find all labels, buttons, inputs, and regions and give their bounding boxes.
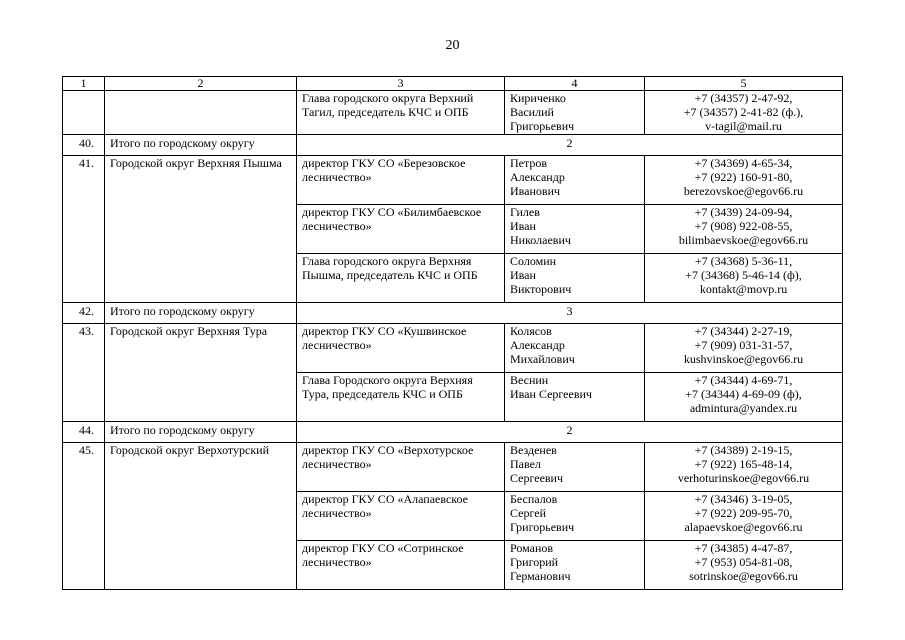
header-cell: 2 bbox=[105, 77, 297, 91]
cell-line: +7 (922) 209-95-70, bbox=[694, 506, 793, 520]
contact-info bbox=[645, 91, 843, 135]
contact-info bbox=[645, 541, 843, 590]
cell-line: +7 (34369) 4-65-34, bbox=[694, 156, 793, 170]
person-name bbox=[505, 541, 645, 590]
person-name bbox=[505, 254, 645, 303]
cell-line: sotrinskoe@egov66.ru bbox=[689, 569, 798, 583]
contact-info bbox=[645, 373, 843, 422]
cell-line: +7 (3439) 24-09-94, bbox=[694, 205, 793, 219]
cell-line: +7 (34357) 2-47-92, bbox=[694, 91, 793, 105]
cell-line: +7 (34368) 5-46-14 (ф), bbox=[685, 268, 802, 282]
person-name bbox=[505, 205, 645, 254]
cell-line: Василий bbox=[510, 105, 554, 119]
cell-line: Романов bbox=[510, 541, 554, 555]
cell-line: +7 (34344) 2-27-19, bbox=[694, 324, 793, 338]
cell-line: alapaevskoe@egov66.ru bbox=[684, 520, 803, 534]
cell-line: +7 (922) 160-91-80, bbox=[694, 170, 793, 184]
contact-info bbox=[645, 254, 843, 303]
table-row bbox=[63, 91, 843, 135]
cell-line: +7 (34368) 5-36-11, bbox=[694, 254, 793, 268]
total-value: 2 bbox=[297, 135, 843, 156]
person-name bbox=[505, 373, 645, 422]
total-label: Итого по городскому округу bbox=[105, 422, 297, 443]
cell-line: bilimbaevskoe@egov66.ru bbox=[678, 233, 809, 247]
cell-line: Викторович bbox=[510, 282, 572, 296]
position-title: директор ГКУ СО «Верхотурское лесничество» bbox=[297, 443, 505, 492]
district-name bbox=[105, 91, 297, 135]
header-cell: 3 bbox=[297, 77, 505, 91]
contact-info bbox=[645, 205, 843, 254]
cell-line: Соломин bbox=[510, 254, 557, 268]
position-title: директор ГКУ СО «Сотринское лесничество» bbox=[297, 541, 505, 590]
cell-line: +7 (34389) 2-19-15, bbox=[694, 443, 793, 457]
position-title: директор ГКУ СО «Кушвинское лесничество» bbox=[297, 324, 505, 373]
cell-line: Беспалов bbox=[510, 492, 558, 506]
header-cell: 4 bbox=[505, 77, 645, 91]
row-number: 42. bbox=[63, 303, 105, 324]
cell-line: Григорий bbox=[510, 555, 559, 569]
position-title: директор ГКУ СО «Березовское лесничество» bbox=[297, 156, 505, 205]
total-label: Итого по городскому округу bbox=[105, 135, 297, 156]
cell-line: Германович bbox=[510, 569, 571, 583]
total-value: 3 bbox=[297, 303, 843, 324]
cell-line: Александр bbox=[510, 338, 565, 352]
cell-line: Иван bbox=[510, 219, 536, 233]
total-row bbox=[63, 135, 843, 156]
cell-line: +7 (34357) 2-41-82 (ф.), bbox=[683, 105, 804, 119]
cell-line: +7 (909) 031-31-57, bbox=[694, 338, 793, 352]
row-number: 45. bbox=[63, 443, 105, 590]
cell-line: +7 (908) 922-08-55, bbox=[694, 219, 793, 233]
district-name: Городской округ Верхняя Тура bbox=[105, 324, 297, 422]
row-number: 43. bbox=[63, 324, 105, 422]
cell-line: Везденев bbox=[510, 443, 557, 457]
contact-info bbox=[645, 443, 843, 492]
cell-line: Михайлович bbox=[510, 352, 575, 366]
cell-line: Сергеевич bbox=[510, 471, 564, 485]
person-name bbox=[505, 492, 645, 541]
cell-line: +7 (34344) 4-69-71, bbox=[694, 373, 793, 387]
total-row bbox=[63, 422, 843, 443]
total-row bbox=[63, 303, 843, 324]
cell-line: Колясов bbox=[510, 324, 552, 338]
contacts-table bbox=[62, 76, 843, 590]
cell-line: kushvinskoe@egov66.ru bbox=[683, 352, 804, 366]
header-cell: 1 bbox=[63, 77, 105, 91]
cell-line: Николаевич bbox=[510, 233, 571, 247]
total-label: Итого по городскому округу bbox=[105, 303, 297, 324]
cell-line: Сергей bbox=[510, 506, 546, 520]
position-title: Глава Городского округа Верхняя Тура, председатель КЧС и ОПБ bbox=[297, 373, 505, 422]
cell-line: Гилев bbox=[510, 205, 540, 219]
position-title: директор ГКУ СО «Билимбаевское лесничество» bbox=[297, 205, 505, 254]
header-cell: 5 bbox=[645, 77, 843, 91]
total-value: 2 bbox=[297, 422, 843, 443]
cell-line: kontakt@movp.ru bbox=[699, 282, 788, 296]
table-header-row bbox=[63, 77, 843, 91]
cell-line: +7 (953) 054-81-08, bbox=[694, 555, 793, 569]
cell-line: +7 (34385) 4-47-87, bbox=[694, 541, 793, 555]
cell-line: +7 (34346) 3-19-05, bbox=[694, 492, 793, 506]
cell-line: Веснин bbox=[510, 373, 549, 387]
row-number: 40. bbox=[63, 135, 105, 156]
cell-line: Петров bbox=[510, 156, 548, 170]
table-row bbox=[63, 324, 843, 373]
person-name bbox=[505, 443, 645, 492]
cell-line: Павел bbox=[510, 457, 541, 471]
district-name: Городской округ Верхняя Пышма bbox=[105, 156, 297, 303]
person-name bbox=[505, 324, 645, 373]
cell-line: admintura@yandex.ru bbox=[689, 401, 798, 415]
position-title: директор ГКУ СО «Алапаевское лесничество» bbox=[297, 492, 505, 541]
position-title: Глава городского округа Верхняя Пышма, председатель КЧС и ОПБ bbox=[297, 254, 505, 303]
position-title: Глава городского округа Верхний Тагил, председатель КЧС и ОПБ bbox=[297, 91, 505, 135]
district-name: Городской округ Верхотурский bbox=[105, 443, 297, 590]
cell-line: +7 (922) 165-48-14, bbox=[694, 457, 793, 471]
cell-line: Иван bbox=[510, 268, 536, 282]
cell-line: Александр bbox=[510, 170, 565, 184]
cell-line: +7 (34344) 4-69-09 (ф), bbox=[685, 387, 802, 401]
cell-line: Иван Сергеевич bbox=[510, 387, 592, 401]
cell-line: Иванович bbox=[510, 184, 561, 198]
row-number: 44. bbox=[63, 422, 105, 443]
row-number: 41. bbox=[63, 156, 105, 303]
page-number: 20 bbox=[445, 38, 460, 53]
cell-line: berezovskoe@egov66.ru bbox=[683, 184, 804, 198]
cell-line: Кириченко bbox=[510, 91, 566, 105]
cell-line: Григорьевич bbox=[510, 119, 575, 133]
contact-info bbox=[645, 324, 843, 373]
person-name bbox=[505, 91, 645, 135]
contact-info bbox=[645, 156, 843, 205]
cell-line: verhoturinskoe@egov66.ru bbox=[677, 471, 810, 485]
cell-line: v-tagil@mail.ru bbox=[705, 119, 782, 133]
row-number bbox=[63, 91, 105, 135]
person-name bbox=[505, 156, 645, 205]
table-row bbox=[63, 443, 843, 492]
contact-info bbox=[645, 492, 843, 541]
cell-line: Григорьевич bbox=[510, 520, 575, 534]
table-row bbox=[63, 156, 843, 205]
